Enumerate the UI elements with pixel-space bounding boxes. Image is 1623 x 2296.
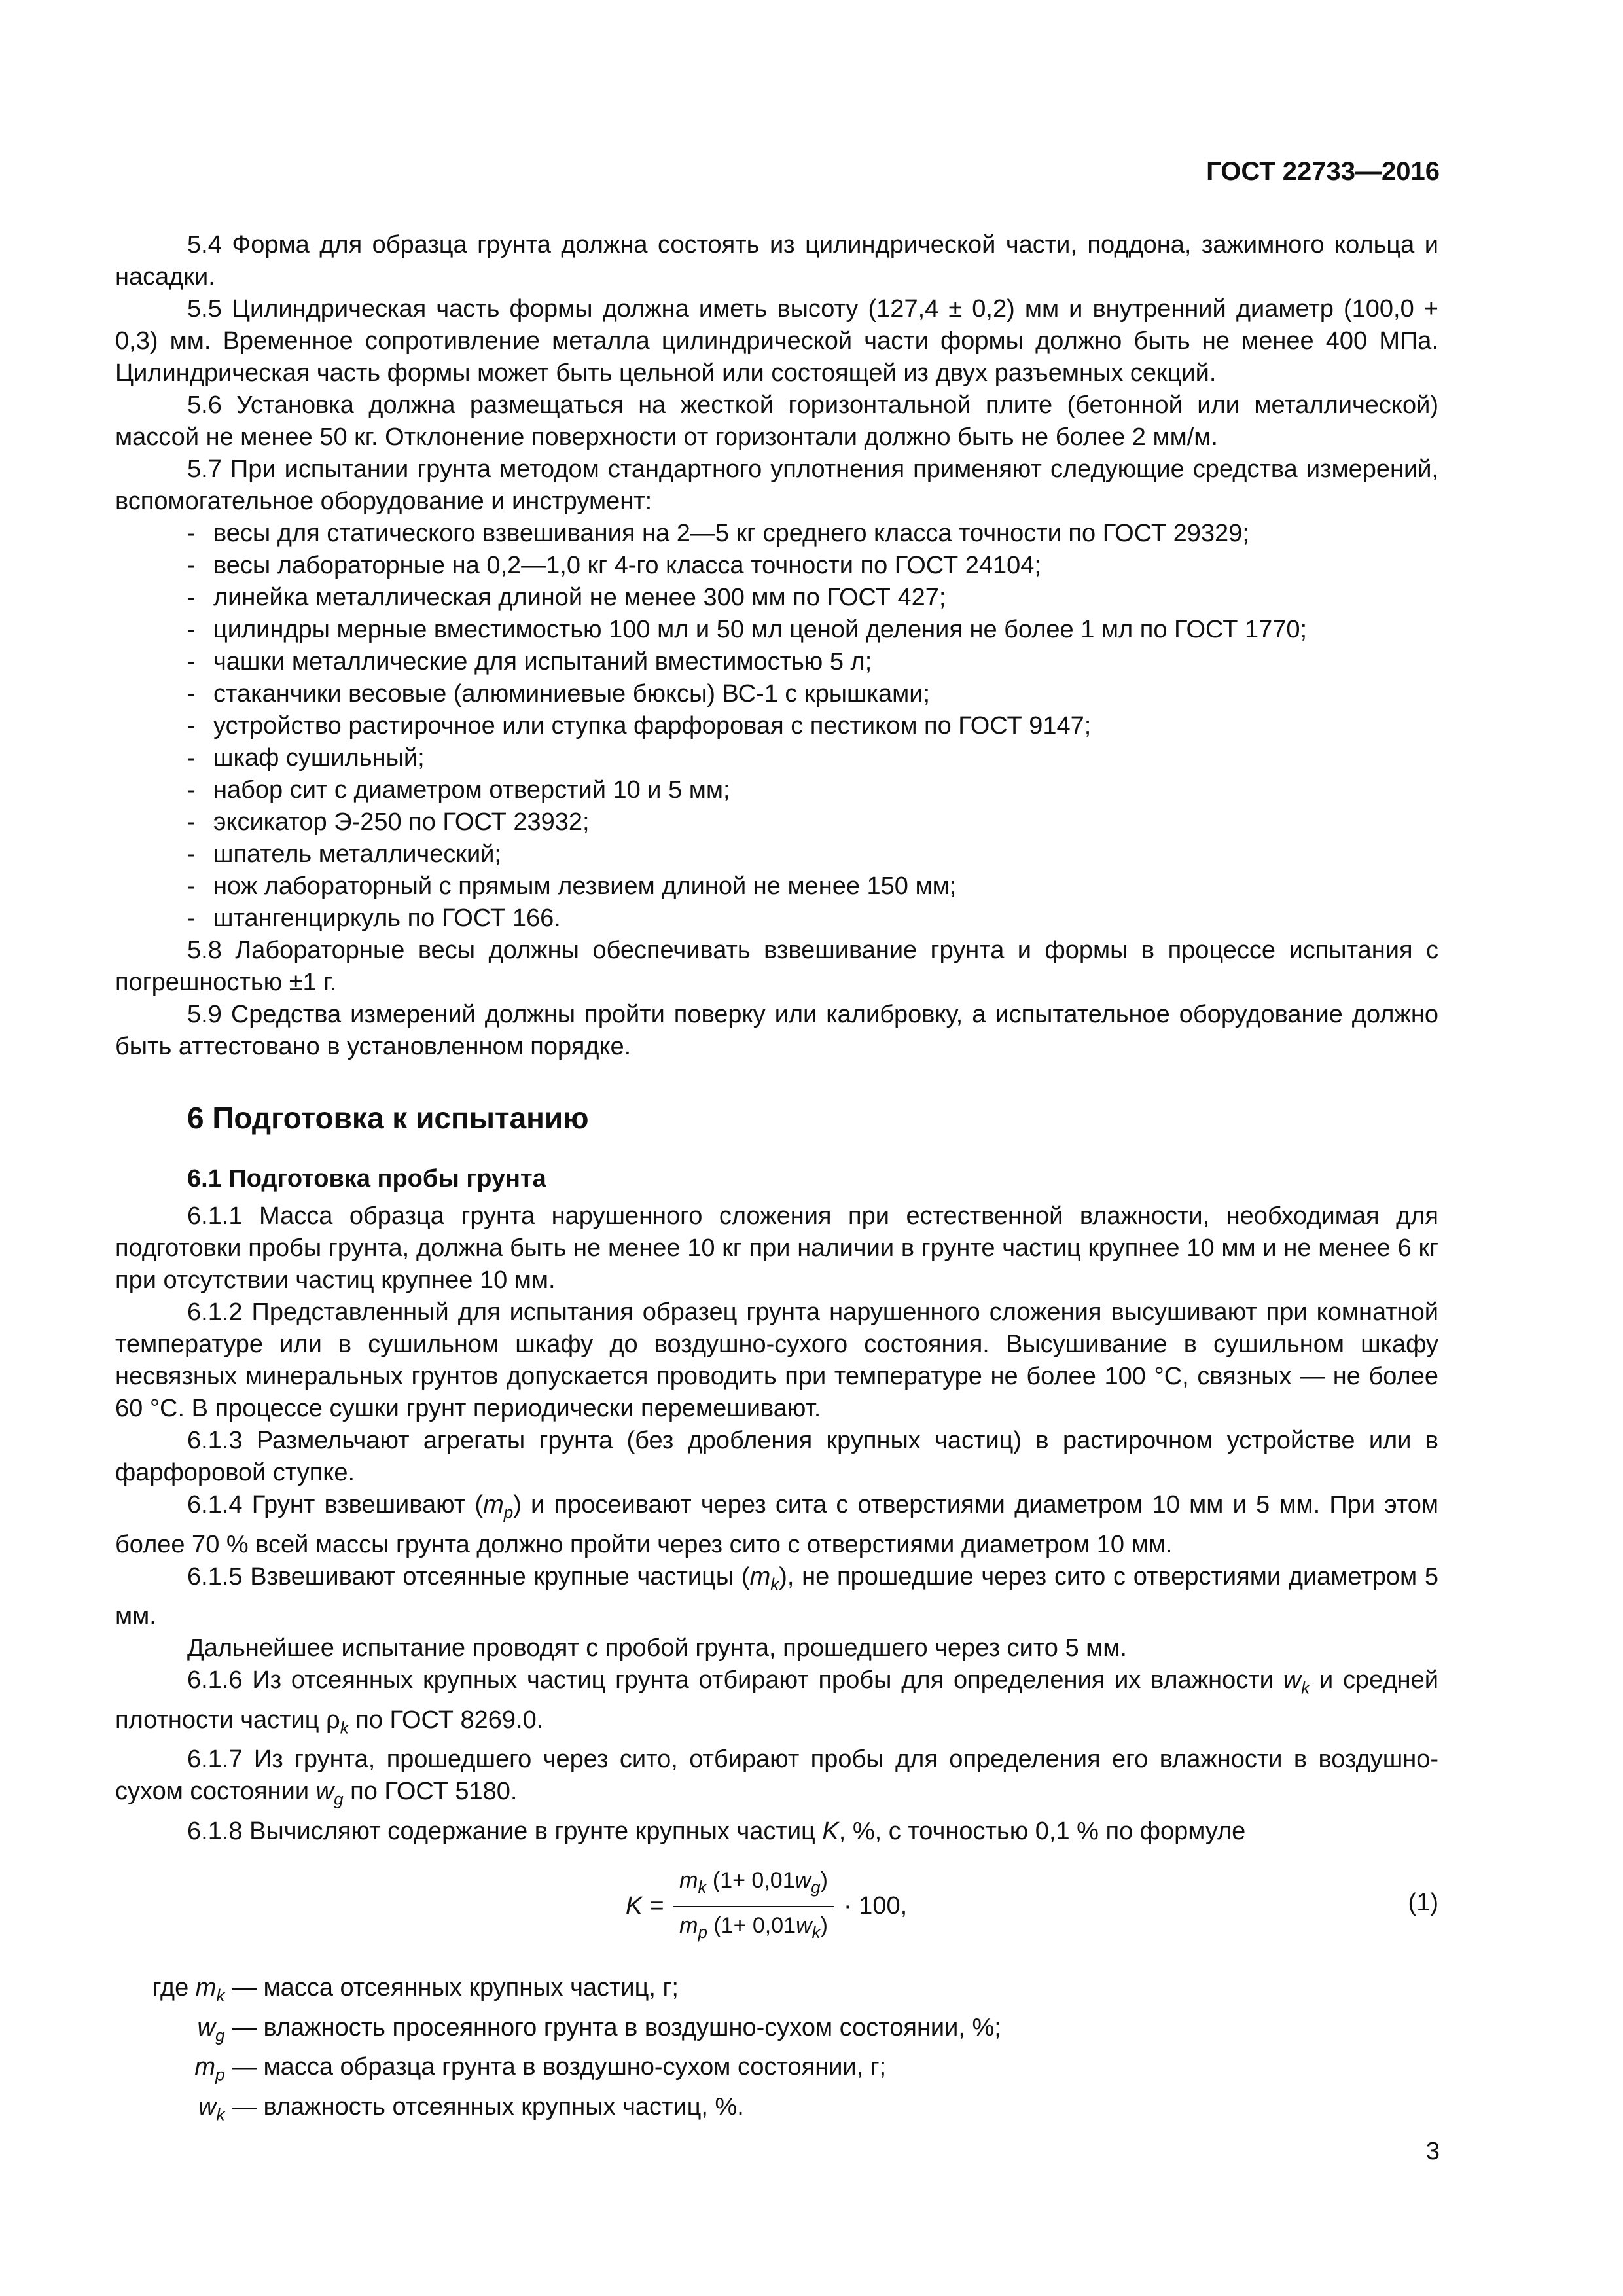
where-row-mp: $m_p$ — масса образца грунта в воздушно-сухом состоянии, г;: [194, 2053, 887, 2085]
list-item: - линейка металлическая длиной не менее 300 мм по ГОСТ 427;: [187, 584, 946, 611]
document-code: ГОСТ 22733—2016: [1206, 157, 1440, 186]
paragraph-6-1-1: 6.1.1 Масса образца грунта нарушенного сложения при естественной влажности, необходимая для подготовки пробы грунта, должна быть не менее 10 кг при наличии в грунте частиц крупнее 10 мм и не менее 6 кг при отсутствии частиц крупнее 10 мм.: [115, 1202, 1438, 1294]
list-item: - цилиндры мерные вместимостью 100 мл и 50 мл ценой деления не более 1 мл по ГОСТ 1770;: [187, 616, 1308, 643]
document-body: [115, 229, 1438, 2130]
paragraph-6-1-3: 6.1.3 Размельчают агрегаты грунта (без дробления крупных частиц) в растирочном устройстве или в фарфоровой ступке.: [115, 1427, 1438, 1486]
where-row-wk: $w_k$ — влажность отсеянных крупных частиц, %.: [198, 2092, 744, 2125]
paragraph-6-1-5: 6.1.5 Взвешивают отсеянные крупные частицы $(m_k)$, не прошедшие через сито с отверстиями диаметром 5 мм.: [115, 1562, 1438, 1630]
paragraph-6-1-6: 6.1.6 Из отсеянных крупных частиц грунта отбирают пробы для определения их влажности $w_k$ и средней плотности частиц $\rho_k$ по ГОСТ 8269.0.: [115, 1666, 1439, 1738]
paragraph-6-1-8: 6.1.8 Вычисляют содержание в грунте крупных частиц K, %, с точностью 0,1 % по формуле: [187, 1817, 1246, 1845]
formula-denominator: $m_p$ $(1+ 0,01w_k)$: [679, 1912, 828, 1942]
paragraph-6-1-2: 6.1.2 Представленный для испытания образец грунта нарушенного сложения высушивают при комнатной температуре или в сушильном шкафу до воздушно-сухого состояния. Высушивание в сушильном шкафу несвязных минеральных грунтов допускается проводить при температуре не более 100 °С, связных — не более 60 °С. В процессе сушки грунт периодически перемешивают.: [115, 1299, 1438, 1422]
list-item: - весы лабораторные на 0,2—1,0 кг 4-го класса точности по ГОСТ 24104;: [187, 552, 1041, 579]
paragraph-6-1-5-cont: Дальнейшее испытание проводят с пробой грунта, прошедшего через сито 5 мм.: [187, 1634, 1127, 1662]
list-item: - набор сит с диаметром отверстий 10 и 5 мм;: [187, 776, 730, 804]
list-item: - устройство растирочное или ступка фарфоровая с пестиком по ГОСТ 9147;: [187, 712, 1092, 740]
list-item: - весы для статического взвешивания на 2—5 кг среднего класса точности по ГОСТ 29329;: [187, 520, 1249, 547]
section-6-title: 6 Подготовка к испытанию: [187, 1101, 589, 1135]
formula-tail: · 100,: [843, 1892, 908, 1920]
formula-lhs: K =: [626, 1892, 664, 1920]
equipment-list: [187, 518, 1438, 935]
formula-1: [115, 1854, 1438, 1952]
paragraph-5-5: 5.5 Цилиндрическая часть формы должна иметь высоту (127,4 ± 0,2) мм и внутренний диаметр (100,0 + 0,3) мм. Временное сопротивление металла цилиндрической части формы должно быть не менее 400 МПа. Цилиндрическая часть формы может быть цельной или состоящей из двух разъемных секций.: [115, 295, 1438, 387]
list-item: - нож лабораторный с прямым лезвием длиной не менее 150 мм;: [187, 872, 957, 900]
list-item: - штангенциркуль по ГОСТ 166.: [187, 905, 561, 932]
where-row-wg: $w_g$ — влажность просеянного грунта в воздушно-сухом состоянии, %;: [197, 2013, 1001, 2045]
paragraph-6-1-7: 6.1.7 Из грунта, прошедшего через сито, отбирают пробы для определения его влажности в воздушно-сухом состоянии $w_g$ по ГОСТ 5180.: [115, 1746, 1438, 1809]
list-item: - чашки металлические для испытаний вместимостью 5 л;: [187, 648, 872, 675]
list-item: - шкаф сушильный;: [187, 744, 425, 772]
paragraph-5-4: 5.4 Форма для образца грунта должна состоять из цилиндрической части, поддона, зажимного кольца и насадки.: [115, 231, 1438, 291]
paragraph-5-8: 5.8 Лабораторные весы должны обеспечивать взвешивание грунта и формы в процессе испытания с погрешностью ±1 г.: [115, 937, 1438, 996]
formula-fraction: [673, 1865, 834, 1948]
list-item: - стаканчики весовые (алюминиевые бюксы) ВС-1 с крышками;: [187, 680, 931, 708]
list-item: - шпатель металлический;: [187, 840, 501, 868]
where-row-mk: где $m_k$ — масса отсеянных крупных частиц, г;: [152, 1973, 679, 2005]
formula-numerator: $m_k$ $(1+ 0,01w_g)$: [673, 1865, 834, 1907]
paragraph-5-7: 5.7 При испытании грунта методом стандартного уплотнения применяют следующие средства измерений, вспомогательное оборудование и инструмент:: [115, 456, 1438, 515]
formula-expression: [626, 1865, 907, 1948]
list-item: - эксикатор Э-250 по ГОСТ 23932;: [187, 808, 590, 836]
formula-number: (1): [1408, 1888, 1438, 1916]
where-block: [115, 1972, 1438, 2130]
paragraph-5-6: 5.6 Установка должна размещаться на жесткой горизонтальной плите (бетонной или металлической) массой не менее 50 кг. Отклонение поверхности от горизонтали должно быть не более 2 мм/м.: [115, 391, 1438, 451]
subsection-6-1-title: 6.1 Подготовка пробы грунта: [187, 1165, 546, 1193]
paragraph-6-1-4: 6.1.4 Грунт взвешивают $(m_p)$ и просеивают через сита с отверстиями диаметром 10 мм и 5 мм. При этом более 70 % всей массы грунта должно пройти через сито с отверстиями диаметром 10 мм.: [115, 1491, 1438, 1558]
paragraph-5-9: 5.9 Средства измерений должны пройти поверку или калибровку, а испытательное оборудование должно быть аттестовано в установленном порядке.: [115, 1001, 1438, 1060]
page-number: 3: [1425, 2138, 1440, 2165]
